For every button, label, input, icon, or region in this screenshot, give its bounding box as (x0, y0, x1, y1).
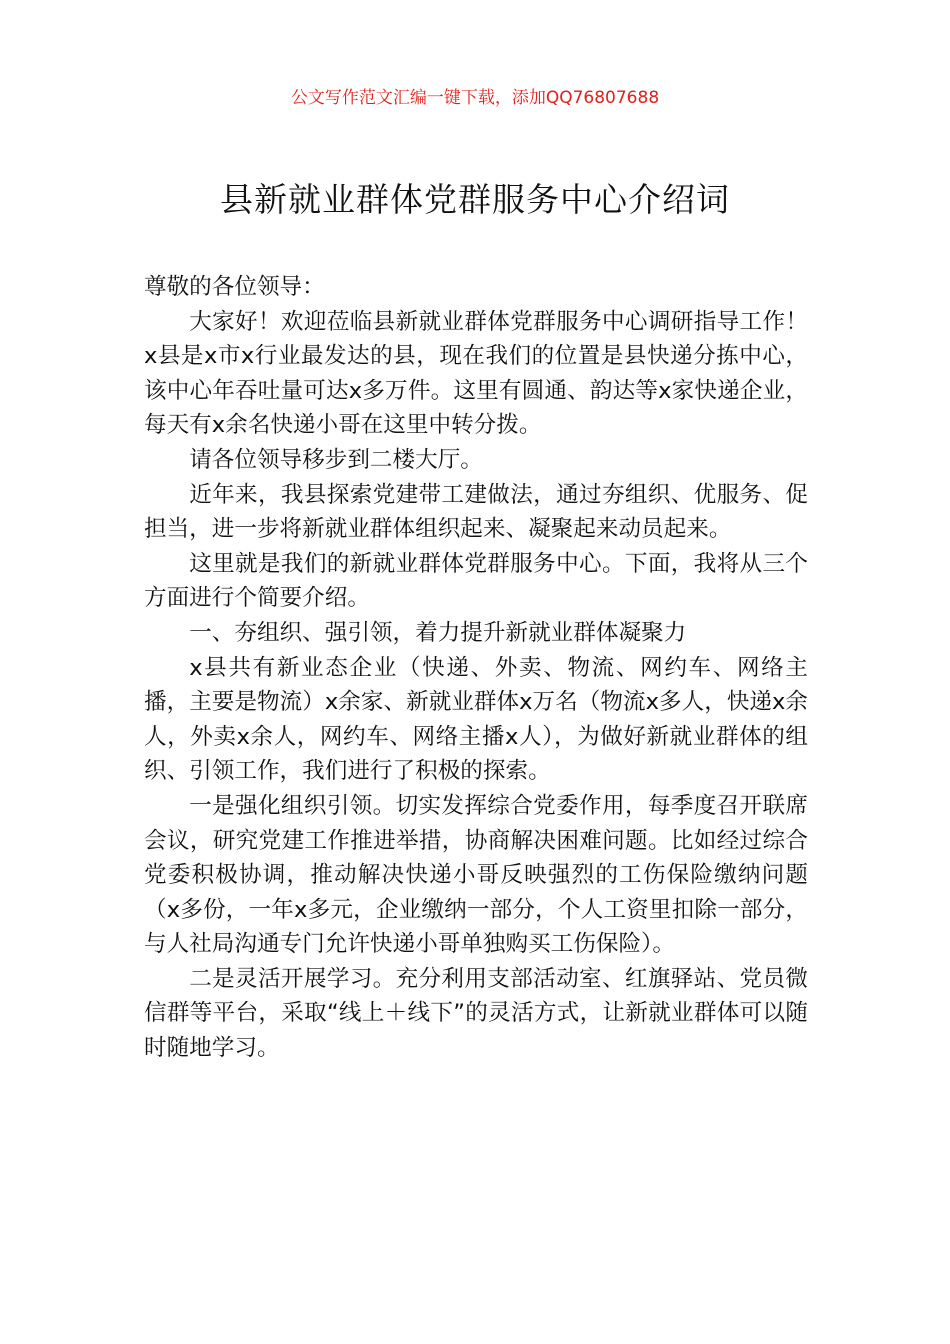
paragraph-introduction: 这里就是我们的新就业群体党群服务中心。下面，我将从三个方面进行个简要介绍。 (144, 550, 808, 612)
section-heading-1: 一、夯组织、强引领，着力提升新就业群体凝聚力 (189, 619, 687, 646)
document-body (144, 270, 808, 1066)
paragraph-point-1: 一是强化组织引领。切实发挥综合党委作用，每季度召开联席会议，研究党建工作推进举措，协商解决困难问题。比如经过综合党委积极协调，推动解决快递小哥反映强烈的工伤保险缴纳问题（x多份，一年x多元，企业缴纳一部分，个人工资里扣除一部分，与人社局沟通专门允许快递小哥单独购买工伤保险）。 (144, 792, 808, 958)
paragraph-overview: x县共有新业态企业（快递、外卖、物流、网约车、网络主播，主要是物流）x余家、新就业群体x万名（物流x多人，快递x余人，外卖x余人，网约车、网络主播x人），为做好新就业群体的组织、引领工作，我们进行了积极的探索。 (144, 654, 808, 785)
paragraph-welcome: 大家好！欢迎莅临县新就业群体党群服务中心调研指导工作！x县是x市x行业最发达的县，现在我们的位置是县快递分拣中心，该中心年吞吐量可达x多万件。这里有圆通、韵达等x家快递企业，每天有x余名快递小哥在这里中转分拨。 (144, 308, 808, 439)
paragraph-recent-years: 近年来，我县探索党建带工建做法，通过夯组织、优服务、促担当，进一步将新就业群体组织起来、凝聚起来动员起来。 (144, 481, 808, 543)
download-banner: 公文写作范文汇编一键下载，添加QQ76807688 (290, 88, 660, 108)
paragraph-point-2: 二是灵活开展学习。充分利用支部活动室、红旗驿站、党员微信群等平台，采取“线上＋线下”的灵活方式，让新就业群体可以随时随地学习。 (144, 965, 808, 1062)
salutation: 尊敬的各位领导： (144, 274, 325, 300)
paragraph-move-upstairs: 请各位领导移步到二楼大厅。 (189, 446, 483, 473)
document-title: 县新就业群体党群服务中心介绍词 (220, 180, 730, 219)
